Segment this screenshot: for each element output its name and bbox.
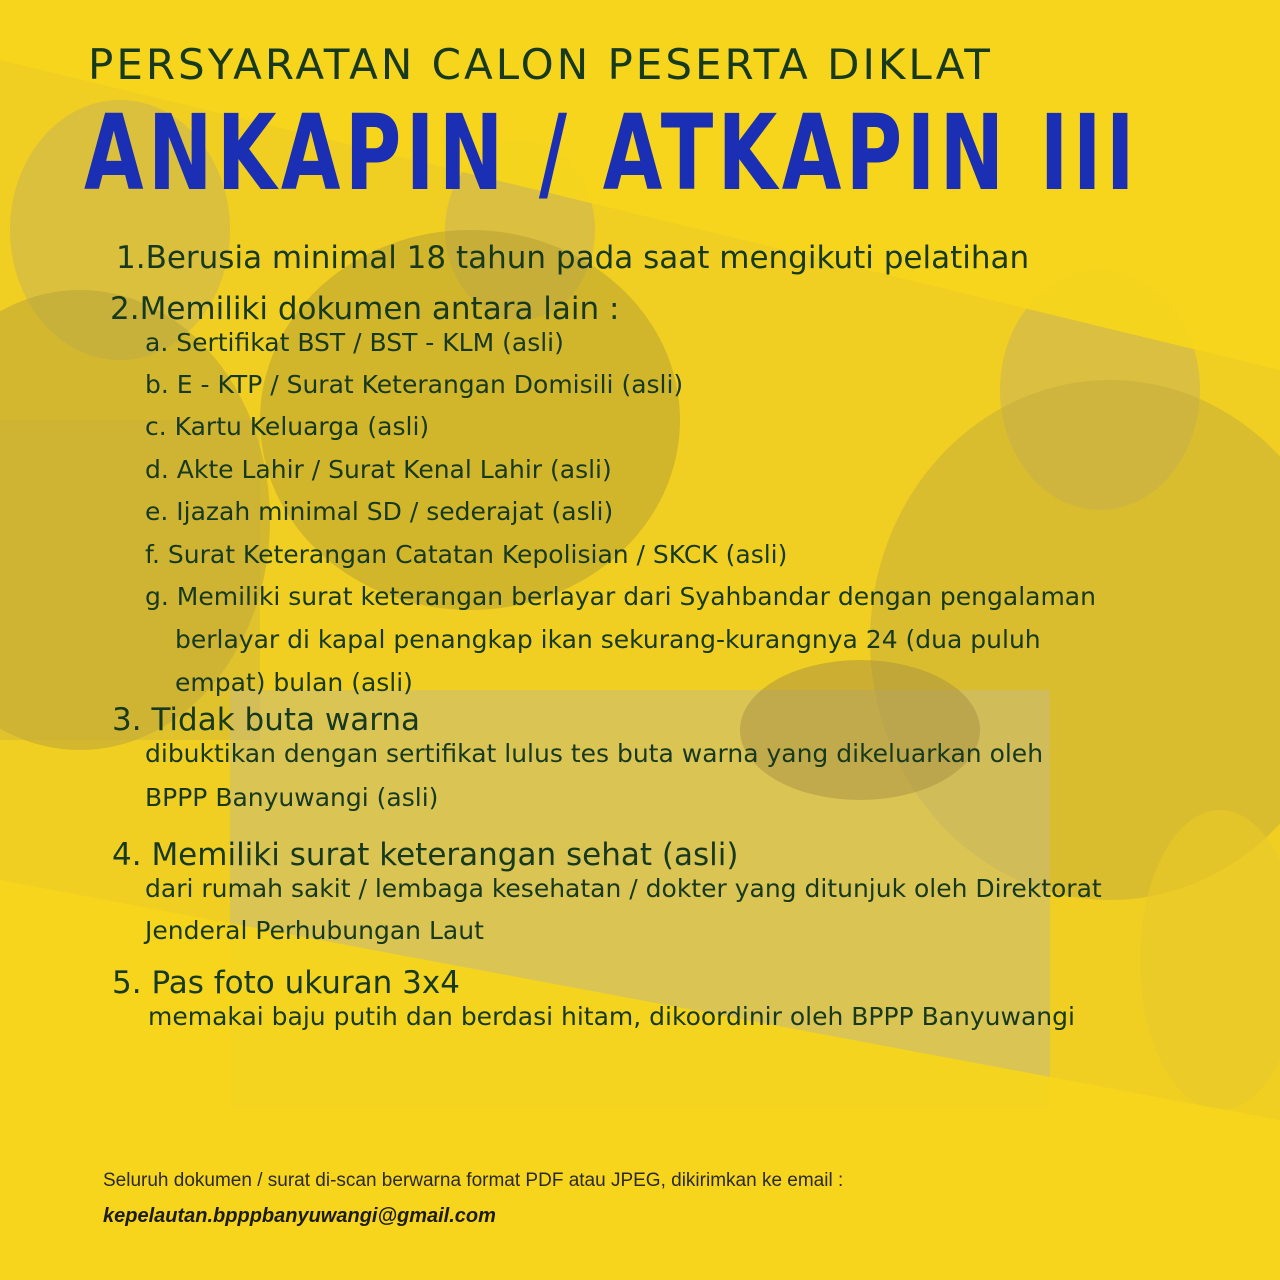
title-main: ANKAPIN / ATKAPIN III xyxy=(84,92,1139,214)
requirement-5-text: Pas foto ukuran 3x4 xyxy=(151,965,460,1001)
requirement-3 xyxy=(112,702,420,738)
document-item-f: f. Surat Keterangan Catatan Kepolisian / SKCK (asli) xyxy=(145,540,788,569)
title-subheading: PERSYARATAN CALON PESERTA DIKLAT xyxy=(88,40,993,89)
document-item-d: d. Akte Lahir / Surat Kenal Lahir (asli) xyxy=(145,455,612,484)
document-item-a: a. Sertifikat BST / BST - KLM (asli) xyxy=(145,328,564,357)
requirement-5-number: 5. xyxy=(112,965,142,1001)
requirement-1-text: Berusia minimal 18 tahun pada saat mengikuti pelatihan xyxy=(145,240,1030,276)
footer-note: Seluruh dokumen / surat di-scan berwarna format PDF atau JPEG, dikirimkan ke email : xyxy=(103,1170,844,1191)
document-item-g-line2: berlayar di kapal penangkap ikan sekurang-kurangnya 24 (dua puluh xyxy=(175,625,1041,654)
requirement-5 xyxy=(112,965,460,1001)
requirement-3-number: 3. xyxy=(112,702,142,738)
document-item-e: e. Ijazah minimal SD / sederajat (asli) xyxy=(145,497,614,526)
footer-email: kepelautan.bpppbanyuwangi@gmail.com xyxy=(103,1205,496,1227)
document-item-g: g. Memiliki surat keterangan berlayar dari Syahbandar dengan pengalaman xyxy=(145,582,1096,611)
requirement-1 xyxy=(116,240,1029,276)
requirement-2 xyxy=(110,291,619,327)
requirement-4 xyxy=(112,837,738,873)
document-item-c: c. Kartu Keluarga (asli) xyxy=(145,412,430,441)
requirement-3-text: Tidak buta warna xyxy=(151,702,421,738)
document-item-g-line3: empat) bulan (asli) xyxy=(175,668,413,697)
requirement-4-detail-1: dari rumah sakit / lembaga kesehatan / dokter yang ditunjuk oleh Direktorat xyxy=(145,874,1102,903)
requirement-5-detail-1: memakai baju putih dan berdasi hitam, dikoordinir oleh BPPP Banyuwangi xyxy=(148,1002,1075,1031)
requirement-2-text: Memiliki dokumen antara lain : xyxy=(139,291,620,327)
requirement-3-detail-2: BPPP Banyuwangi (asli) xyxy=(145,783,439,812)
document-item-b: b. E - KTP / Surat Keterangan Domisili (asli) xyxy=(145,370,684,399)
requirement-4-number: 4. xyxy=(112,837,142,873)
requirement-4-detail-2: Jenderal Perhubungan Laut xyxy=(145,916,484,945)
requirement-2-number: 2. xyxy=(110,291,140,327)
requirement-1-number: 1. xyxy=(116,240,146,276)
requirement-4-text: Memiliki surat keterangan sehat (asli) xyxy=(151,837,739,873)
requirement-3-detail-1: dibuktikan dengan sertifikat lulus tes buta warna yang dikeluarkan oleh xyxy=(145,739,1044,768)
